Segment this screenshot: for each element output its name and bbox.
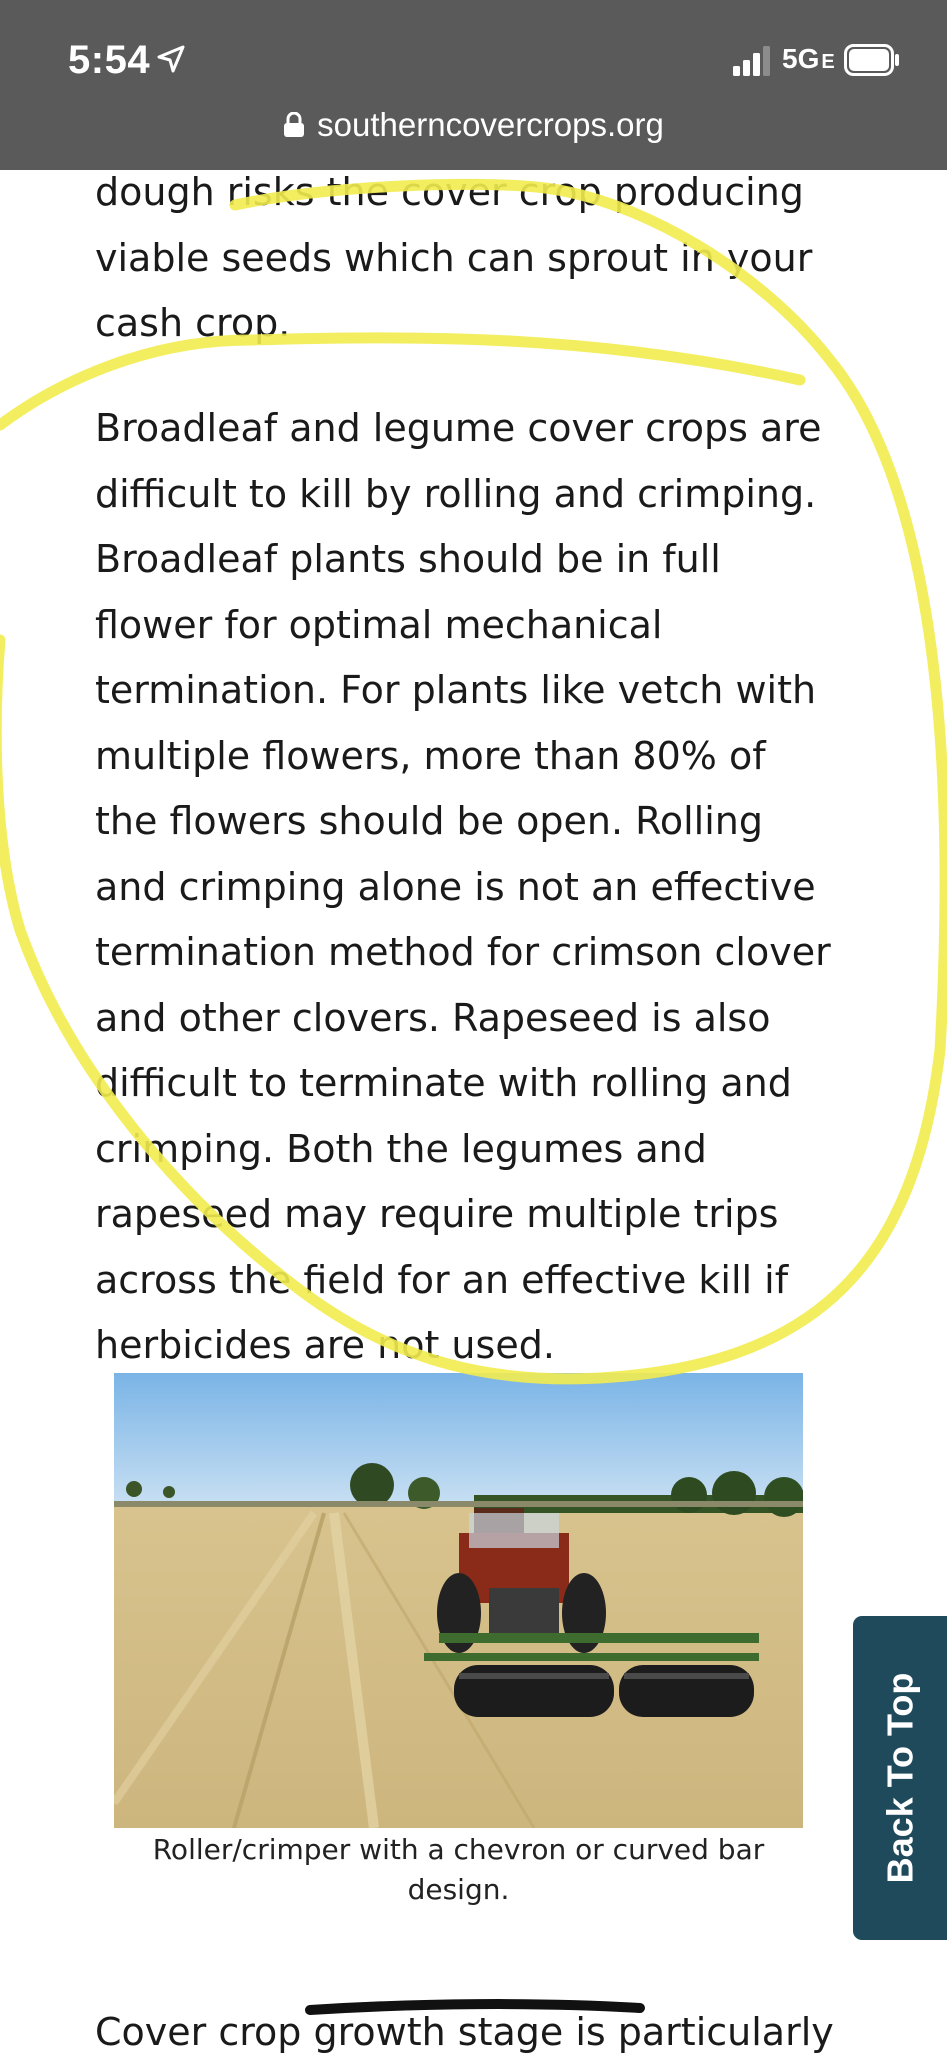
signal-bars-icon <box>733 46 773 76</box>
location-arrow-icon <box>156 44 186 74</box>
network-indicator <box>782 43 835 75</box>
figure-caption: Roller/crimper with a chevron or curved bar design. <box>152 1833 765 1906</box>
status-time: 5:54 <box>68 38 151 82</box>
paragraph-top: dough risks the cover crop producing viable seeds which can sprout in your cash crop. <box>95 170 813 345</box>
network-suffix: E <box>821 51 835 73</box>
back-to-top-label: Back To Top <box>879 1672 920 1884</box>
network-type: 5G <box>782 43 820 74</box>
paragraph-main: Broadleaf and legume cover crops are difficult to kill by rolling and crimping. Broadleaf plants should be in full flower for optimal mechanical termination. For plants like vetch with multiple flowers, more than 80% of the flowers should be open. Rolling and crimping alone is not an effective termination method for crimson clover and other clovers. Rapeseed is also difficult to terminate with rolling and crimping. Both the legumes and rapeseed may require multiple trips across the field for an effective kill if herbicides are not used. <box>95 406 831 1367</box>
paragraph-next: Cover crop growth stage is particularly <box>95 2010 834 2054</box>
address-bar[interactable] <box>0 100 947 150</box>
url-text: southerncovercrops.org <box>317 106 664 143</box>
lock-icon <box>283 112 305 138</box>
status-bar <box>0 0 947 170</box>
battery-icon <box>844 44 900 76</box>
roller-crimper-photo <box>114 1373 803 1828</box>
back-to-top-button[interactable] <box>850 1613 947 1943</box>
